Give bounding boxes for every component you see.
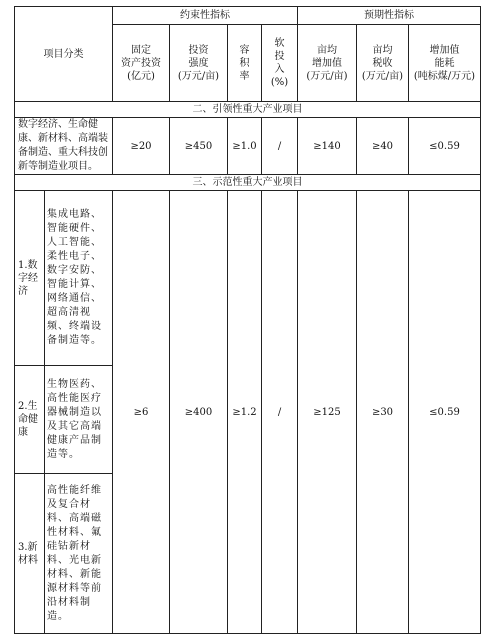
section2-plot-ratio: ≥1.0 — [228, 118, 262, 175]
section2-fixed-investment: ≥20 — [113, 118, 170, 175]
new-materials-description: 高性能纤维及复合材料、高端磁性材料、氟硅钴新材料、光电新材料、新能源材料等前沿材料制造。 — [45, 474, 113, 634]
life-health-description: 生物医药、高性能医疗器械制造以及其它高端健康产品制造等。 — [45, 366, 113, 474]
investment-intensity-header: 投资 强度 (万元/亩) — [170, 25, 228, 102]
expected-indicators-header: 预期性指标 — [298, 7, 481, 25]
section3-title: 三、示范性重大产业项目 — [15, 175, 481, 191]
life-health-label: 2.生命健康 — [15, 366, 45, 474]
tax-per-mu-header: 亩均 税收 (万元/亩) — [357, 25, 409, 102]
digital-economy-label: 1.数字经济 — [15, 191, 45, 366]
new-materials-label: 3.新材料 — [15, 474, 45, 634]
section2-investment-intensity: ≥450 — [170, 118, 228, 175]
section2-value-added: ≥140 — [298, 118, 357, 175]
soft-investment-header: 软 投 入 (%) — [262, 25, 298, 102]
section2-energy: ≤0.59 — [409, 118, 481, 175]
section3-investment-intensity: ≥400 — [170, 191, 228, 634]
section3-tax: ≥30 — [357, 191, 409, 634]
section3-plot-ratio: ≥1.2 — [228, 191, 262, 634]
category-header: 项目分类 — [15, 7, 113, 102]
binding-indicators-header: 约束性指标 — [113, 7, 298, 25]
section2-title: 二、引领性重大产业项目 — [15, 102, 481, 118]
energy-consumption-header: 增加值 能耗 (吨标煤/万元) — [409, 25, 481, 102]
fixed-investment-header: 固定 资产投资 (亿元) — [113, 25, 170, 102]
digital-economy-description: 集成电路、智能硬件、人工智能、柔性电子、数字安防、智能计算、网络通信、超高清视频、终端设备制造等。 — [45, 191, 113, 366]
section3-value-added: ≥125 — [298, 191, 357, 634]
plot-ratio-header: 容 积 率 — [228, 25, 262, 102]
indicator-table — [14, 6, 481, 634]
section3-energy: ≤0.59 — [409, 191, 481, 634]
section2-soft-investment: / — [262, 118, 298, 175]
value-added-per-mu-header: 亩均 增加值 (万元/亩) — [298, 25, 357, 102]
section3-soft-investment: / — [262, 191, 298, 634]
section2-tax: ≥40 — [357, 118, 409, 175]
section3-fixed-investment: ≥6 — [113, 191, 170, 634]
section2-description: 数字经济、生命健康、新材料、高端装备制造、重大科技创新等制造业项目。 — [15, 118, 113, 175]
